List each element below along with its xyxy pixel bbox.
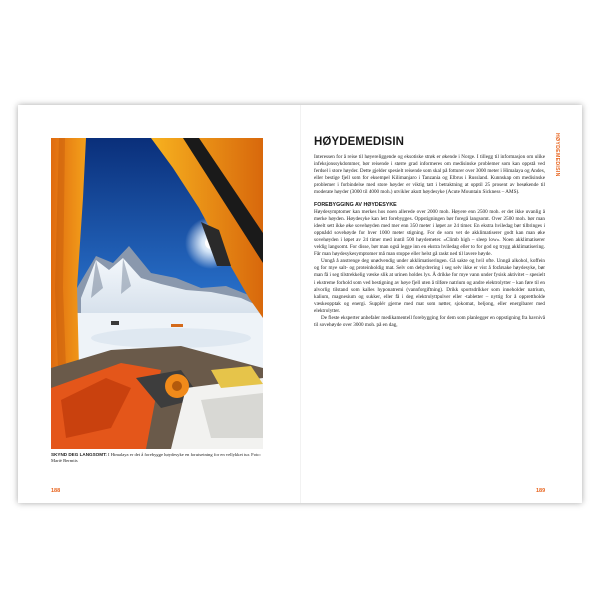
photo-caption [51, 452, 267, 465]
body-paragraph: Høydesymptomer kan merkes hos noen allerede over 2000 moh. Høyere enn 2500 moh. er det ikke uvanlig å merke høyden. Høydesyke kan lett forebygges. Oppstigningen bør foregå langsomt. Over 2500 moh. bør man ideelt sett ikke øke sovehøyden med mer enn 350 meter i løpet av 24 timer. En ekstra hviledag bør tilbringes i oppnådd sovehøyde for hver 1000 meter stigning. For de som vet de akklimatiserer godt kan man øke sovehøyden i løpet av 24 timer med inntil 500 høydemeter. «Climb high – sleep low». Noen akklimatiserer veldig langsomt. For disse, bør man også legge inn en ekstra hviledag eller to for god og trygg akklimatisering. Får man høydesykesymptomer må man stoppe eller helst gå raskt ned til lavere høyde. [314, 208, 545, 258]
caption-text: I Himalaya er det å forebygge høydesyke en forutsetning for en vellykket tur. Foto: Martè Bermtis [51, 452, 261, 464]
intro-paragraph: Interessen for å reise til høyereliggende og eksotiske strøk er økende i Norge. I tillegg til informasjon om ulike infeksjonssykdommer, bør reisende i større grad informeres om medisinske problemer som kan oppstå ved ferdsel i store høyder. Dette gjelder spesielt reisende som skal på fotturer over 3000 meter i Himalaya og Andes, eller bestige fjell som for eksempel Kilimanjaro i Tanzania og Elbrus i Russland. Kunnskap om medisinske problemer i forbindelse med store høyder er viktig tatt i betraktning at opptil 25 prosent av besøkende til moderate høyder (3000 til 4000 moh.) utvikler akutt høydesyke (Acute Mountain Sickness – AMS). [314, 154, 545, 196]
gutter-shadow [300, 105, 301, 503]
article-column [314, 135, 545, 329]
page-number-left: 188 [51, 488, 61, 494]
section-heading: FOREBYGGING AV HØYDESYKE [314, 201, 397, 208]
article-title: HØYDEMEDISIN [314, 136, 405, 148]
body-paragraph: Unngå å anstrenge deg unødvendig under akklimatiseringen. Gå sakte og hvil ofte. Unngå alkohol, koffein og for mye salt- og proteinholdig mat. Selv om dehydrering i seg selv ikke er vist å forårsake høydesyke, bør man få i seg tilstrekkelig væske slik at urinen holdes lys. Å drikke for mye vann under fysisk aktivitet – spesielt i ekstreme forhold som ved bestigning av høye fjell uten å tilføre natrium og andre elektrolytter – kan føre til en alvorlig tilstand som kalles hyponatremi (vannforgiftning). Drikk sportsdrikker som inneholder natrium, kalium, magnesium og sukker, eller få i deg elektrolyttpulver eller -tabletter – nyttig for å opprettholde væskeopptak og energi. Supplér gjerne med mat som nøtter, sjokomat, beljong, eller energibarer med elektrolytter. [314, 258, 545, 314]
page-number-right: 189 [536, 488, 546, 494]
caption-lead: SKYND DEG LANGSOMT: [51, 452, 107, 457]
book-spread [18, 105, 582, 503]
body-paragraph: De fleste eksperter anbefaler medikamentell forebygging for dem som planlegger en oppstigning fra havnivå til sovehøyde over 3000 moh. på en dag, [314, 314, 545, 329]
tent-mountain-photo [51, 138, 263, 449]
running-head: HØYDEMEDISIN [554, 133, 560, 177]
